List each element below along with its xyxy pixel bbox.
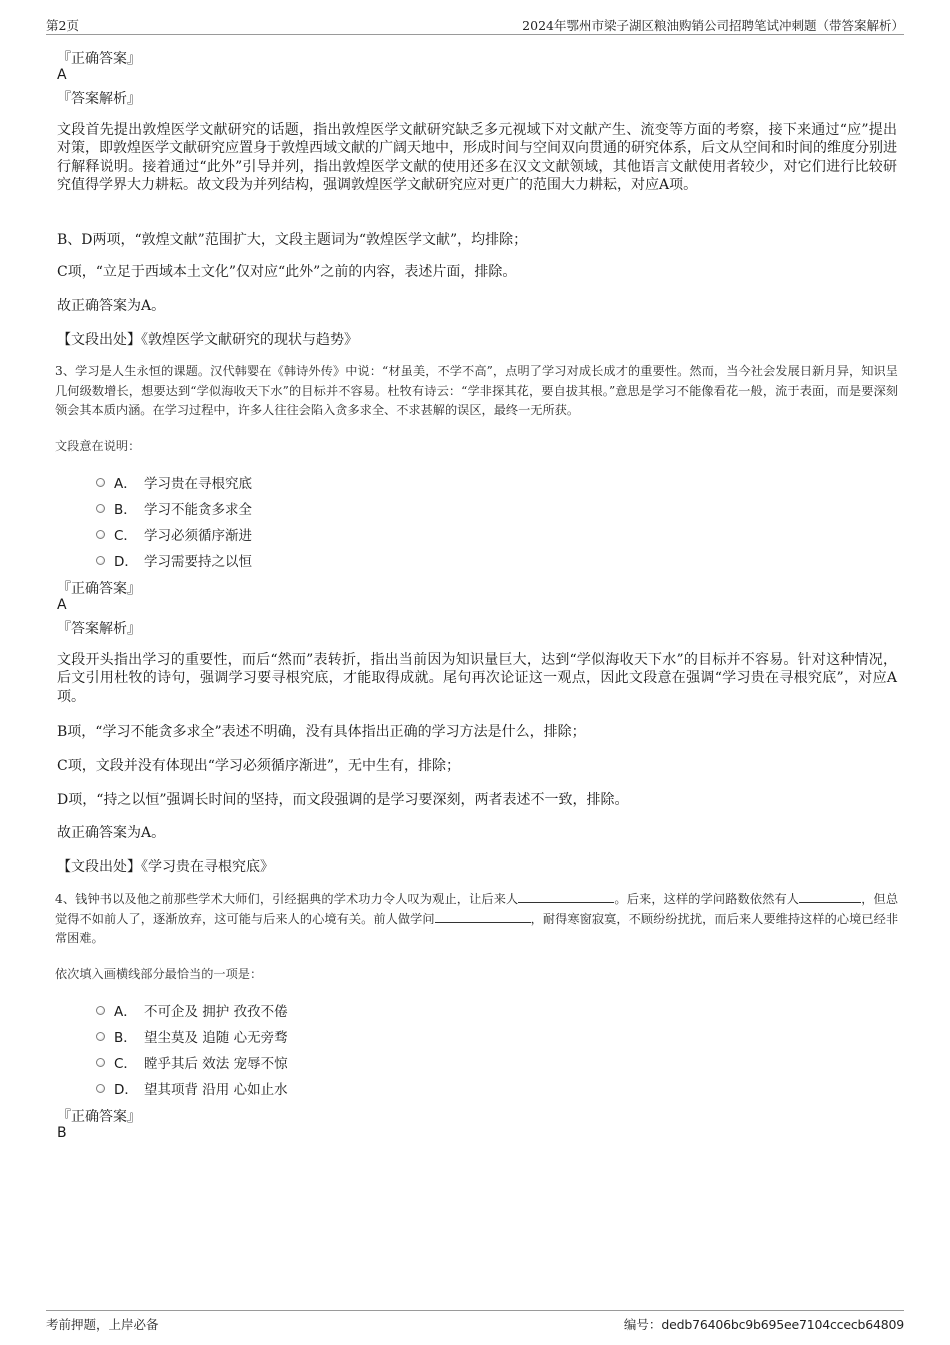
option-letter: A． [114,1004,137,1020]
question-text-part: 4、钱钟书以及他之前那些学术大师们，引经据典的学术功力令人叹为观止，让后来人 [55,892,519,906]
option-letter: B． [114,502,137,518]
analysis-note-d: D项，“持之以恒”强调长时间的坚持，而文段强调的是学习要深刻，两者表述不一致，排除。 [57,792,629,808]
radio-icon[interactable] [96,1006,105,1015]
footer-code-label: 编号： [623,1317,662,1332]
fill-blank-3 [435,911,531,923]
radio-icon[interactable] [96,556,105,565]
radio-icon[interactable] [96,504,105,513]
question-text-part: 。后来，这样的学问路数依然有人 [614,892,800,906]
page-footer [46,1310,904,1333]
answer-value: A [57,67,67,83]
question-text: 3、学习是人生永恒的课题。汉代韩婴在《韩诗外传》中说：“材虽美，不学不高”，点明了学习对成长成才的重要性。然而，当今社会发展日新月异，知识呈几何级数增长，想要达到“学似海收天下水”的目标并不容易。杜牧有诗云：“学非探其花，要自拔其根。”意思是学习不能像看花一般，流于表面，而是要深刻领会其本质内涵。在学习过程中，许多人往往会陷入贪多求全、不求甚解的误区，最终一无所获。 [55,364,898,417]
option-text: 学习贵在寻根究底 [144,476,252,492]
radio-icon[interactable] [96,530,105,539]
question-prompt: 依次填入画横线部分最恰当的一项是： [55,967,263,981]
footer-slogan: 考前押题，上岸必备 [46,1317,159,1332]
source-citation: 【文段出处】《学习贵在寻根究底》 [57,859,274,875]
option-b[interactable] [96,1026,288,1046]
analysis-paragraph: 文段开头指出学习的重要性，而后“然而”表转折，指出当前因为知识量巨大，达到“学似海收天下水”的目标并不容易。针对这种情况，后文引用杜牧的诗句，强调学习要寻根究底，才能取得成就。尾句再次论证这一观点，因此文段意在强调“学习贵在寻根究底”，对应A项。 [57,652,897,705]
analysis-paragraph: 文段首先提出敦煌医学文献研究的话题，指出敦煌医学文献研究缺乏多元视域下对文献产生、流变等方面的考察，接下来通过“应”提出对策，即敦煌医学文献研究应置身于敦煌西域文献的广阔天地中，形成时间与空间双向贯通的研究体系，后文从空间和时间的维度分别进行解释说明。接着通过“此外”引导并列，指出敦煌医学文献的使用还多在汉文文献领域，其他语言文献使用者较少，对它们进行比较研究值得学界大力耕耘。故文段为并列结构，强调敦煌医学文献研究应对更广的范围大力耕耘，对应A项。 [57,122,897,194]
option-text: 学习不能贪多求全 [144,502,252,518]
radio-icon[interactable] [96,1084,105,1093]
option-c[interactable] [96,1052,288,1072]
analysis-tag: 『答案解析』 [57,621,141,637]
question-text [55,890,898,949]
answer-tag: 『正确答案』 [57,51,141,67]
page-header [46,14,904,35]
answer-tag: 『正确答案』 [57,1109,141,1125]
option-a[interactable] [96,472,252,492]
option-text: 不可企及 拥护 孜孜不倦 [144,1004,288,1020]
option-d[interactable] [96,550,252,570]
option-text: 瞠乎其后 效法 宠辱不惊 [144,1056,288,1072]
fill-blank-1 [518,891,614,903]
option-c[interactable] [96,524,252,544]
question-text-part: ，但总觉得不如前人了，逐渐放弃，这可能与后来人的心境有关。前人做学问 [55,892,899,926]
answer-value: B [57,1125,67,1141]
option-text: 望尘莫及 追随 心无旁骛 [144,1030,288,1046]
option-text: 望其项背 沿用 心如止水 [144,1082,288,1098]
footer-code [624,1315,904,1333]
analysis-conclusion: 故正确答案为A。 [57,825,166,841]
option-text: 学习必须循序渐进 [144,528,252,544]
answer-tag: 『正确答案』 [57,581,141,597]
option-letter: D． [114,1082,138,1098]
page-number: 第2页 [46,18,79,33]
radio-icon[interactable] [96,1032,105,1041]
radio-icon[interactable] [96,478,105,487]
radio-icon[interactable] [96,1058,105,1067]
answer-value: A [57,597,67,613]
source-citation: 【文段出处】《敦煌医学文献研究的现状与趋势》 [57,332,358,348]
analysis-note-bd: B、D两项，“敦煌文献”范围扩大，文段主题词为“敦煌医学文献”，均排除； [57,232,528,248]
document-title: 2024年鄂州市梁子湖区粮油购销公司招聘笔试冲刺题（带答案解析） [522,18,904,33]
option-b[interactable] [96,498,252,518]
analysis-note-b: B项，“学习不能贪多求全”表述不明确，没有具体指出正确的学习方法是什么，排除； [57,724,586,740]
question-prompt: 文段意在说明： [55,439,141,453]
analysis-note-c: C项，“立足于西域本土文化”仅对应“此外”之前的内容，表述片面，排除。 [57,264,517,280]
option-a[interactable] [96,1000,288,1020]
analysis-conclusion: 故正确答案为A。 [57,298,166,314]
option-text: 学习需要持之以恒 [144,554,252,570]
analysis-note-c: C项，文段并没有体现出“学习必须循序渐进”，无中生有，排除； [57,758,461,774]
option-d[interactable] [96,1078,288,1098]
footer-code-value: dedb76406bc9b695ee7104ccecb64809 [661,1317,904,1332]
option-letter: C． [114,528,137,544]
option-letter: C． [114,1056,137,1072]
question-text-part: ，耐得寒窗寂寞，不顾纷纷扰扰，而后来人要维持这样的心境已经非常困难。 [55,911,899,945]
fill-blank-2 [799,891,861,903]
analysis-tag: 『答案解析』 [57,91,141,107]
option-letter: D． [114,554,138,570]
option-letter: B． [114,1030,137,1046]
option-letter: A． [114,476,137,492]
